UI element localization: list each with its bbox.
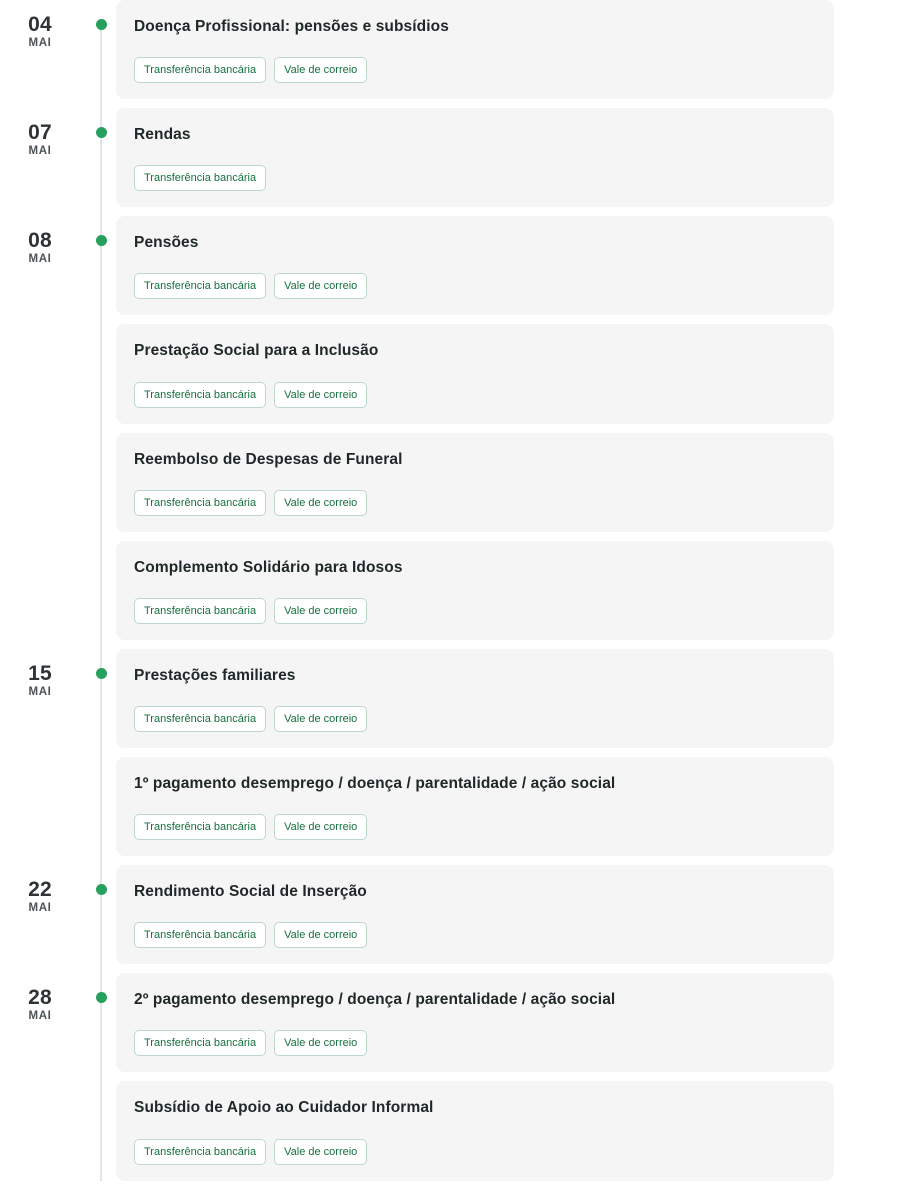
payment-method-tag: Vale de correio [274, 814, 367, 840]
entry-date [0, 973, 86, 1022]
payment-method-tag: Transferência bancária [134, 382, 266, 408]
payment-method-tags [134, 57, 814, 83]
payment-method-tag: Vale de correio [274, 382, 367, 408]
timeline-marker [86, 649, 116, 679]
payment-title: Doença Profissional: pensões e subsídios [134, 18, 449, 35]
payment-method-tags [134, 1030, 814, 1056]
timeline-dot-icon [96, 992, 107, 1003]
payment-method-tags [134, 273, 814, 299]
timeline-entry [0, 324, 908, 423]
timeline-entry [0, 108, 908, 207]
entry-date [0, 324, 86, 339]
payment-title: Rendimento Social de Inserção [134, 883, 367, 901]
entry-date [0, 865, 86, 914]
payment-method-tags [134, 490, 814, 516]
payment-title: 2º pagamento desemprego / doença / parentalidade / ação social [134, 991, 616, 1009]
payment-title: Pensões [134, 234, 199, 252]
entry-date [0, 433, 86, 448]
payment-card[interactable] [116, 865, 834, 964]
payment-title: Rendas [134, 126, 191, 144]
entry-date [0, 216, 86, 265]
entry-day: 22 [28, 878, 52, 902]
payment-method-tags [134, 382, 814, 408]
payment-method-tag: Transferência bancária [134, 273, 266, 299]
payment-method-tag: Vale de correio [274, 57, 367, 83]
payment-card[interactable] [116, 0, 834, 99]
entry-month: MAI [28, 253, 52, 266]
payment-title: Subsídio de Apoio ao Cuidador Informal [134, 1099, 434, 1117]
entry-date [0, 0, 86, 49]
entry-date [0, 1081, 86, 1096]
payment-method-tag: Vale de correio [274, 273, 367, 299]
timeline-marker [86, 757, 116, 787]
timeline-entry [0, 541, 908, 640]
timeline-dot-icon [96, 668, 107, 679]
payment-method-tag: Transferência bancária [134, 598, 266, 624]
payment-method-tag: Vale de correio [274, 706, 367, 732]
payment-method-tag: Vale de correio [274, 1139, 367, 1165]
payment-card[interactable] [116, 324, 834, 423]
payment-method-tags [134, 1139, 814, 1165]
payment-card[interactable] [116, 541, 834, 640]
entry-day: 28 [28, 986, 52, 1010]
payment-method-tag: Transferência bancária [134, 165, 266, 191]
timeline-marker [86, 108, 116, 138]
payment-method-tag: Transferência bancária [134, 1139, 266, 1165]
entry-day: 08 [28, 229, 52, 253]
payment-method-tag: Transferência bancária [134, 490, 266, 516]
payment-method-tag: Transferência bancária [134, 57, 266, 83]
timeline-entry [0, 757, 908, 856]
payment-method-tag: Transferência bancária [134, 1030, 266, 1056]
timeline-entry [0, 216, 908, 315]
entry-month: MAI [28, 37, 52, 50]
payment-title: Prestação Social para a Inclusão [134, 342, 379, 360]
entry-date [0, 541, 86, 556]
timeline-entry [0, 1081, 908, 1180]
timeline-marker [86, 865, 116, 895]
timeline-marker [86, 433, 116, 463]
entry-month: MAI [28, 145, 52, 158]
payment-method-tag: Vale de correio [274, 598, 367, 624]
payment-method-tag: Transferência bancária [134, 706, 266, 732]
payment-method-tags [134, 922, 814, 948]
timeline-dot-icon [96, 127, 107, 138]
payment-title: Prestações familiares [134, 666, 296, 684]
payment-card[interactable] [116, 973, 834, 1072]
entry-month: MAI [28, 1010, 52, 1023]
payment-method-tags [134, 598, 814, 624]
payment-title: Complemento Solidário para Idosos [134, 558, 403, 576]
payment-title: Reembolso de Despesas de Funeral [134, 450, 403, 468]
timeline-entry [0, 0, 908, 99]
payment-card[interactable] [116, 757, 834, 856]
entry-day: 04 [28, 13, 52, 36]
timeline-marker [86, 324, 116, 354]
timeline-entry [0, 649, 908, 748]
payment-method-tags [134, 706, 814, 732]
timeline-entry [0, 973, 908, 1072]
timeline-marker [86, 973, 116, 1003]
timeline-marker [86, 0, 116, 30]
timeline-entry [0, 865, 908, 964]
entry-day: 15 [28, 661, 52, 685]
entry-date [0, 108, 86, 157]
timeline-dot-icon [96, 19, 107, 30]
timeline-dot-icon [96, 235, 107, 246]
entry-day: 07 [28, 121, 52, 145]
payment-card[interactable] [116, 649, 834, 748]
entry-date [0, 757, 86, 772]
payment-method-tags [134, 165, 814, 191]
payment-method-tag: Vale de correio [274, 922, 367, 948]
payment-method-tag: Transferência bancária [134, 814, 266, 840]
timeline-marker [86, 541, 116, 571]
entry-month: MAI [28, 685, 52, 698]
payment-title: 1º pagamento desemprego / doença / parentalidade / ação social [134, 774, 616, 792]
payment-card[interactable] [116, 108, 834, 207]
entry-date [0, 649, 86, 698]
entry-month: MAI [28, 902, 52, 915]
payment-card[interactable] [116, 216, 834, 315]
timeline-entry [0, 433, 908, 532]
payment-card[interactable] [116, 1081, 834, 1180]
payment-method-tag: Transferência bancária [134, 922, 266, 948]
payment-method-tags [134, 814, 814, 840]
timeline-marker [86, 216, 116, 246]
timeline-marker [86, 1081, 116, 1111]
payment-method-tag: Vale de correio [274, 490, 367, 516]
payment-method-tag: Vale de correio [274, 1030, 367, 1056]
timeline-dot-icon [96, 884, 107, 895]
payment-card[interactable] [116, 433, 834, 532]
